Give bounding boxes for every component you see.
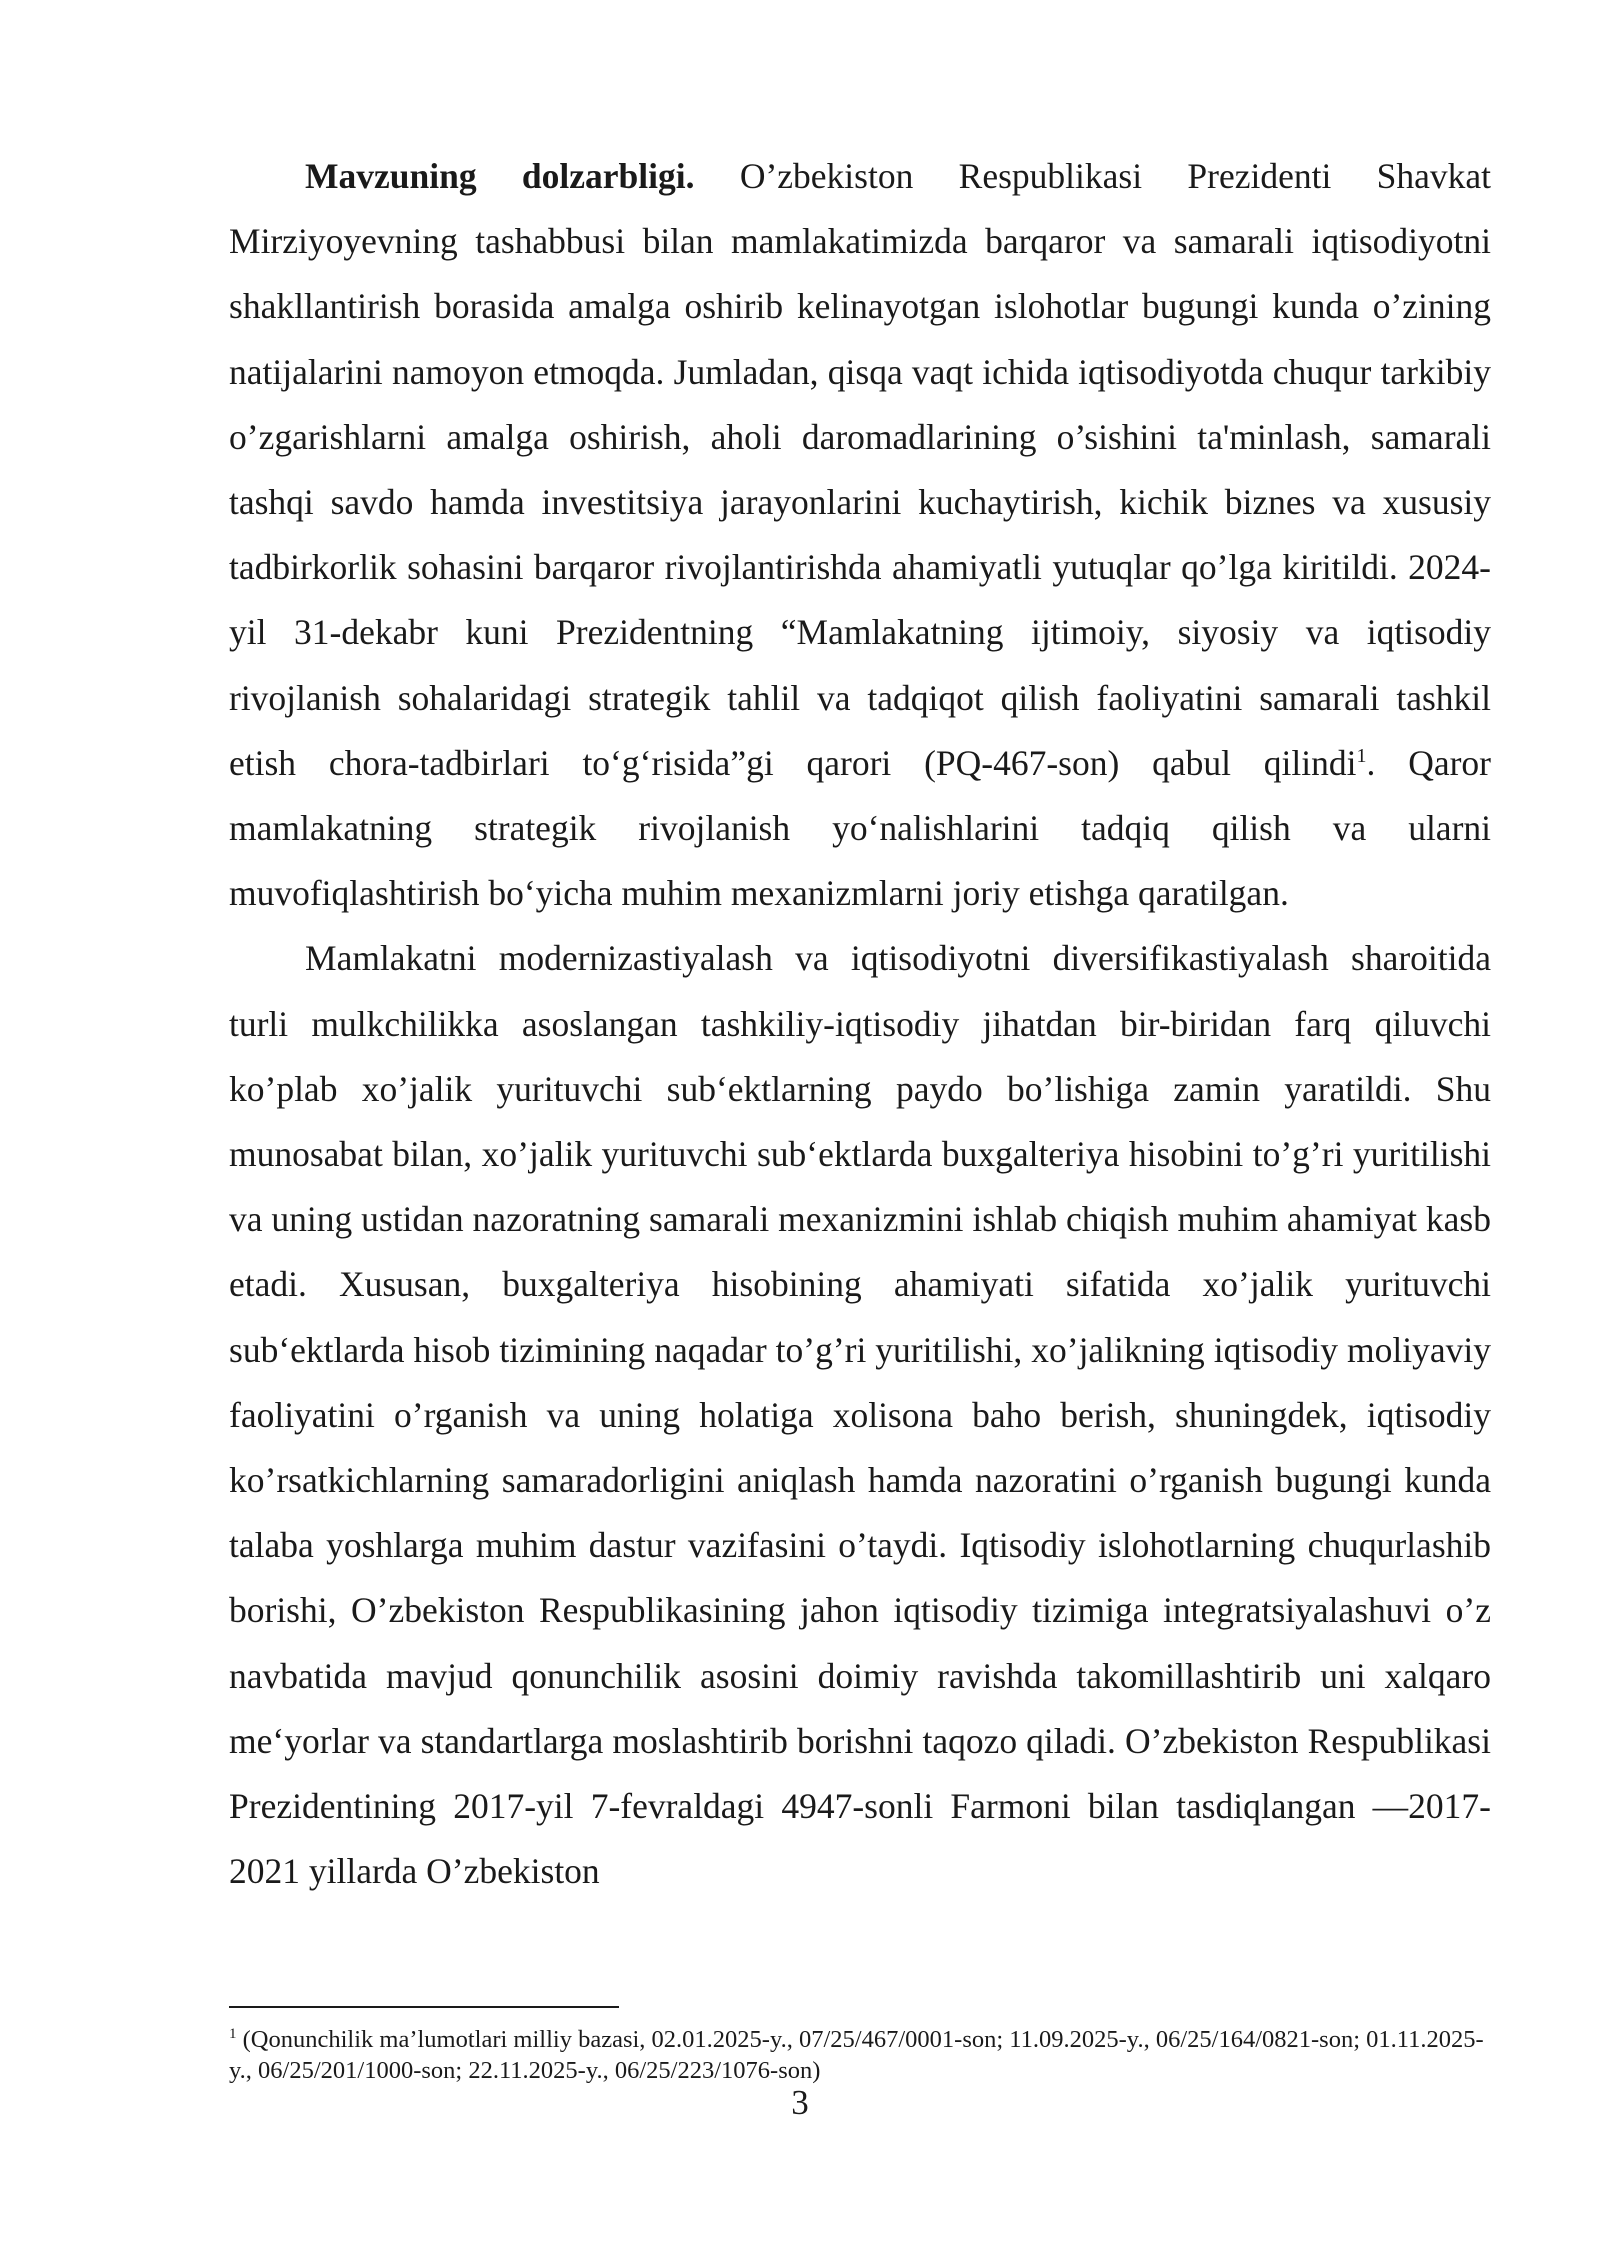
paragraph-text: Mamlakatni modernizastiyalash va iqtisodiyotni diversifikastiyalash sharoitida turli mulkchilikka asoslangan tashkiliy-iqtisodiy jihatdan bir-biridan farq qiluvchi ko’plab xo’jalik yurituvchi sub‘ektlarning paydo bo’lishiga zamin yaratildi. Shu munosabat bilan, xo’jalik yurituvchi sub‘ektlarda buxgalteriya hisobini to’g’ri yuritilishi va uning ustidan nazoratning samarali mexanizmini ishlab chiqish muhim ahamiyat kasb etadi. Xususan, buxgalteriya hisobining ahamiyati sifatida xo’jalik yurituvchi sub‘ektlarda hisob tizimining naqadar to’g’ri yuritilishi, xo’jalikning iqtisodiy moliyaviy faoliyatini o’rganish va uning holatiga xolisona baho berish, shuningdek, iqtisodiy ko’rsatkichlarning samaradorligini aniqlash hamda nazoratini o’rganish bugungi kunda talaba yoshlarga muhim dastur vazifasini o’taydi. Iqtisodiy islohotlarning chuqurlashib borishi, O’zbekiston Respublikasining jahon iqtisodiy tizimiga integratsiyalashuvi o’z navbatida mavjud qonunchilik asosini doimiy ravishda takomillashtirib uni xalqaro me‘yorlar va standartlarga moslashtirib borishni taqozo qiladi. O’zbekiston Respublikasi Prezidentining 2017-yil 7-fevraldagi 4947-sonli Farmoni bilan tasdiqlangan ―2017-2021 yillarda O’zbekiston [229, 938, 1491, 1892]
footnote-separator [229, 2006, 619, 2008]
paragraph-modernization [229, 926, 1491, 1904]
section-lead-heading: Mavzuning dolzarbligi. [305, 156, 695, 196]
footnote [229, 2024, 1491, 2086]
body-text [229, 144, 1491, 1904]
footnote-reference[interactable]: 1 [1356, 745, 1367, 767]
footnote-marker: 1 [229, 2025, 237, 2042]
paragraph-relevance [229, 144, 1491, 926]
footnote-text: (Qonunchilik ma’lumotlari milliy bazasi, 02.01.2025-y., 07/25/467/0001-son; 11.09.2025-y., 06/25/164/0821-son; 01.11.2025-y., 06/25/201/1000-son; 22.11.2025-y., 06/25/223/1076-son) [229, 2026, 1484, 2084]
paragraph-text: . Qaror mamlakatning strategik rivojlanish yo‘nalishlarini tadqiq qilish va ularni muvofiqlashtirish bo‘yicha muhim mexanizmlarni joriy etishga qaratilgan. [229, 742, 1491, 914]
paragraph-text: O’zbekiston Respublikasi Prezidenti Shavkat Mirziyoyevning tashabbusi bilan mamlakatimizda barqaror va samarali iqtisodiyotni shakllantirish borasida amalga oshirib kelinayotgan islohotlar bugungi kunda o’zining natijalarini namoyon etmoqda. Jumladan, qisqa vaqt ichida iqtisodiyotda chuqur tarkibiy o’zgarishlarni amalga oshirish, aholi daromadlarining o’sishini ta'minlash, samarali tashqi savdo hamda investitsiya jarayonlarini kuchaytirish, kichik biznes va xususiy tadbirkorlik sohasini barqaror rivojlantirishda ahamiyatli yutuqlar qo’lga kiritildi. 2024-yil 31-dekabr kuni Prezidentning “Mamlakatning ijtimoiy, siyosiy va iqtisodiy rivojlanish sohalaridagi strategik tahlil va tadqiqot qilish faoliyatini samarali tashkil etish chora-tadbirlari to‘g‘risida”gi qarori (PQ-467-son) qabul qilindi [229, 156, 1492, 783]
page-number: 3 [791, 2083, 809, 2122]
